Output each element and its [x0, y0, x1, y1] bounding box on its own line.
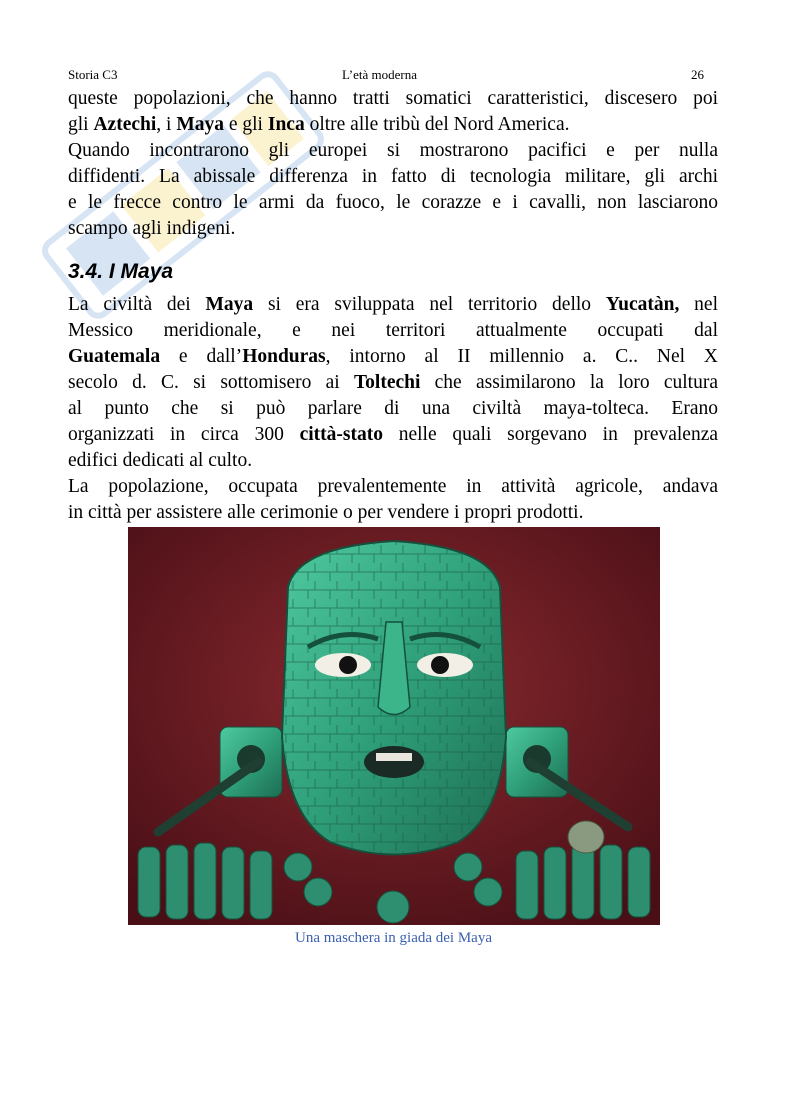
text-line: in città per assistere alle cerimonie o per vendere i propri prodotti. [68, 502, 584, 523]
text-line: queste popolazioni, che hanno tratti somatici caratteristici, discesero poi [68, 88, 718, 109]
text-line: La popolazione, occupata prevalentemente in attività agricole, andava [68, 476, 718, 497]
text-line: diffidenti. La abissale differenza in fatto di tecnologia militare, gli archi [68, 166, 718, 187]
jade-mask-photo [128, 527, 660, 925]
section-heading: 3.4. I Maya [68, 260, 174, 283]
text-line: La civiltà dei Maya si era sviluppata nel territorio dello Yucatàn, nel [68, 294, 718, 315]
header-course: Storia C3 [68, 67, 118, 82]
text-line: Quando incontrarono gli europei si mostrarono pacifici e per nulla [68, 140, 718, 161]
text-line: edifici dedicati al culto. [68, 450, 253, 471]
header-chapter: L’età moderna [342, 67, 417, 82]
header-page-number: 26 [691, 67, 704, 82]
figure-caption: Una maschera in giada dei Maya [295, 930, 492, 946]
text-line: al punto che si può parlare di una civiltà maya-tolteca. Erano [68, 398, 718, 419]
maya-paragraph [68, 292, 718, 526]
text-line: Messico meridionale, e nei territori attualmente occupati dal [68, 320, 718, 341]
text-line: organizzati in circa 300 città-stato nelle quali sorgevano in prevalenza [68, 424, 719, 445]
text-line: secolo d. C. si sottomisero ai Toltechi che assimilarono la loro cultura [68, 372, 718, 393]
text-line: gli Aztechi, i Maya e gli Inca oltre alle tribù del Nord America. [68, 114, 570, 135]
intro-paragraph [68, 86, 718, 242]
text-line: e le frecce contro le armi da fuoco, le corazze e i cavalli, non lasciarono [68, 192, 718, 213]
text-line: scampo agli indigeni. [68, 218, 236, 239]
text-line: Guatemala e dall’Honduras, intorno al II millennio a. C.. Nel X [68, 346, 718, 367]
running-head [68, 66, 708, 84]
